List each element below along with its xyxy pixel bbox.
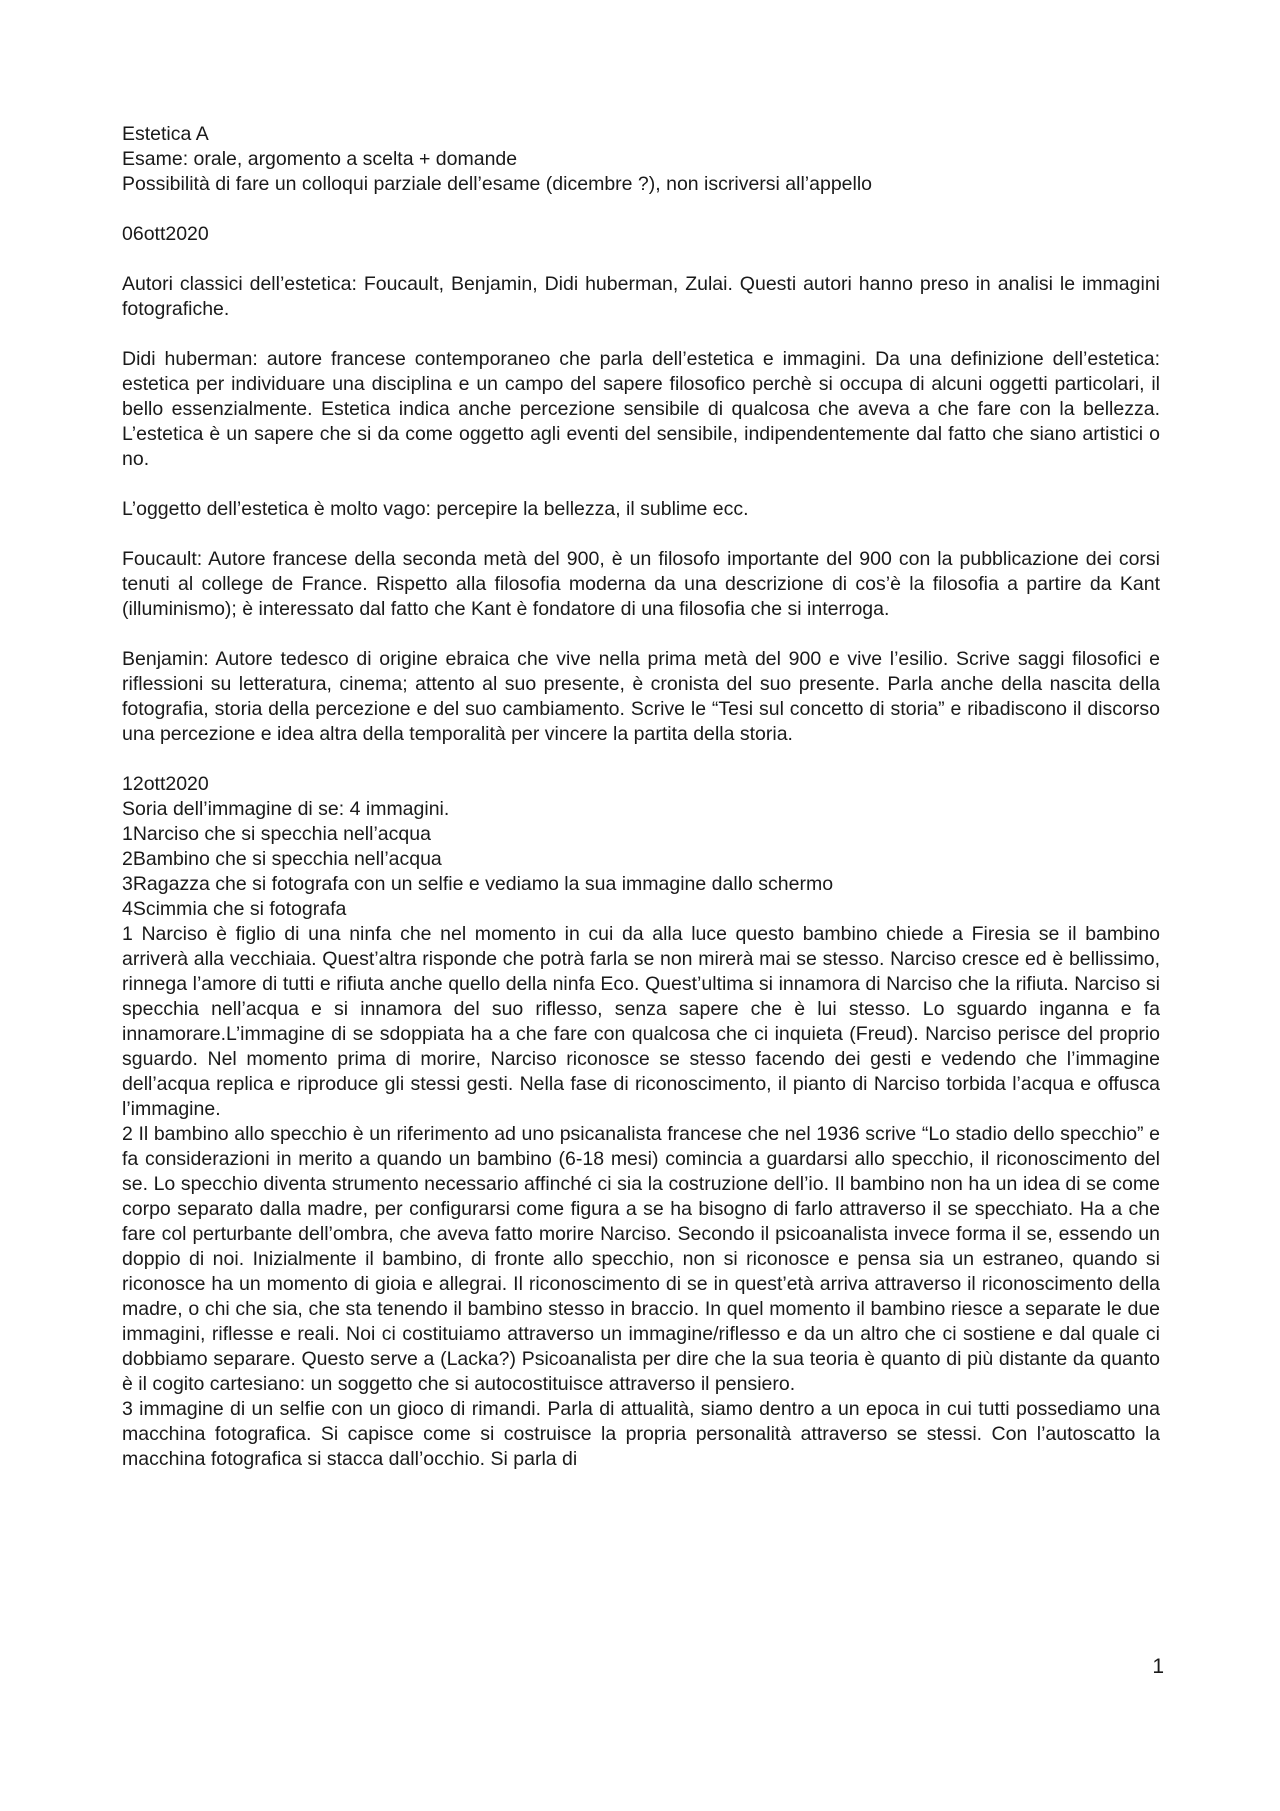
paragraph: 1 Narciso è figlio di una ninfa che nel momento in cui da alla luce questo bambino chiede a Firesia se il bambino arriverà alla vecchiaia. Quest’altra risponde che potrà farla se non mirerà mai se stesso. Narciso cresce ed è bellissimo, rinnega l’amore di tutti e rifiuta anche quello della ninfa Eco. Quest’ultima si innamora di Narciso che la rifiuta. Narciso si specchia nell’acqua e si innamora del suo riflesso, senza sapere che è lui stesso. Lo sguardo inganna e fa innamorare.L’immagine di se sdoppiata ha a che fare con qualcosa che ci inquieta (Freud). Narciso perisce del proprio sguardo. Nel momento prima di morire, Narciso riconosce se stesso facendo dei gesti e vedendo che l’immagine dell’acqua replica e riproduce gli stessi gesti. Nella fase di riconoscimento, il pianto di Narciso torbida l’acqua e offusca l’immagine. bbox=[122, 923, 1160, 1120]
page-number: 1 bbox=[1152, 1655, 1164, 1678]
paragraph: L’oggetto dell’estetica è molto vago: percepire la bellezza, il sublime ecc. bbox=[122, 498, 749, 520]
list-item: 1Narciso che si specchia nell’acqua bbox=[122, 823, 431, 845]
spacer bbox=[122, 472, 1160, 497]
paragraph: Foucault: Autore francese della seconda metà del 900, è un filosofo importante del 900 con la pubblicazione dei corsi tenuti al college de France. Rispetto alla filosofia moderna da una descrizione di cos’è la filosofia a partire da Kant (illuminismo); è interessato dal fatto che Kant è fondatore di una filosofia che si interroga. bbox=[122, 548, 1160, 620]
section-intro: Soria dell’immagine di se: 4 immagini. bbox=[122, 798, 450, 820]
spacer bbox=[122, 747, 1160, 772]
spacer bbox=[122, 247, 1160, 272]
exam-info: Esame: orale, argomento a scelta + domande bbox=[122, 148, 518, 170]
partial-exam-note: Possibilità di fare un colloqui parziale dell’esame (dicembre ?), non iscriversi all’appello bbox=[122, 173, 873, 195]
paragraph: 2 Il bambino allo specchio è un riferimento ad uno psicanalista francese che nel 1936 scrive “Lo stadio dello specchio” e fa considerazioni in merito a quando un bambino (6-18 mesi) comincia a guardarsi allo specchio, il riconoscimento del se. Lo specchio diventa strumento necessario affinché ci sia la costruzione dell’io. Il bambino non ha un idea di se come corpo separato dalla madre, per configurarsi come figura a se ha bisogno di farlo attraverso il se specchiato. Ha a che fare col perturbante dell’ombra, che aveva fatto morire Narciso. Secondo il psicoanalista invece forma il se, essendo un doppio di noi. Inizialmente il bambino, di fronte allo specchio, non si riconosce e pensa sia un estraneo, quando si riconosce ha un momento di gioia e allegrai. Il riconoscimento di se in quest’età arriva attraverso il riconoscimento della madre, o chi che sia, che sta tenendo il bambino stesso in braccio. In quel momento il bambino riesce a separate le due immagini, riflesse e reali. Noi ci costituiamo attraverso un immagine/riflesso e da un altro che ci sostiene e dal quale ci dobbiamo separare. Questo serve a (Lacka?) Psicoanalista per dire che la sua teoria è quanto di più distante da quanto è il cogito cartesiano: un soggetto che si autocostituisce attraverso il pensiero. bbox=[122, 1123, 1160, 1395]
paragraph: 3 immagine di un selfie con un gioco di rimandi. Parla di attualità, siamo dentro a un epoca in cui tutti possediamo una macchina fotografica. Si capisce come si costruisce la propria personalità attraverso se stessi. Con l’autoscatto la macchina fotografica si stacca dall’occhio. Si parla di bbox=[122, 1398, 1160, 1470]
list-item: 2Bambino che si specchia nell’acqua bbox=[122, 848, 442, 870]
section-date: 06ott2020 bbox=[122, 223, 209, 245]
spacer bbox=[122, 522, 1160, 547]
section-date: 12ott2020 bbox=[122, 773, 209, 795]
list-item: 3Ragazza che si fotografa con un selfie e vediamo la sua immagine dallo schermo bbox=[122, 873, 834, 895]
spacer bbox=[122, 322, 1160, 347]
paragraph: Autori classici dell’estetica: Foucault, Benjamin, Didi huberman, Zulai. Questi autori hanno preso in analisi le immagini fotografiche. bbox=[122, 273, 1160, 320]
spacer bbox=[122, 197, 1160, 222]
page-content bbox=[122, 122, 1160, 1472]
paragraph: Benjamin: Autore tedesco di origine ebraica che vive nella prima metà del 900 e vive l’esilio. Scrive saggi filosofici e riflessioni su letteratura, cinema; attento al suo presente, è cronista del suo presente. Parla anche della nascita della fotografia, storia della percezione e del suo cambiamento. Scrive le “Tesi sul concetto di storia” e ribadiscono il discorso una percezione e idea altra della temporalità per vincere la partita della storia. bbox=[122, 648, 1160, 745]
spacer bbox=[122, 622, 1160, 647]
list-item: 4Scimmia che si fotografa bbox=[122, 898, 347, 920]
paragraph: Didi huberman: autore francese contemporaneo che parla dell’estetica e immagini. Da una definizione dell’estetica: estetica per individuare una disciplina e un campo del sapere filosofico perchè si occupa di alcuni oggetti particolari, il bello essenzialmente. Estetica indica anche percezione sensibile di qualcosa che aveva a che fare con la bellezza. L’estetica è un sapere che si da come oggetto agli eventi del sensibile, indipendentemente dal fatto che siano artistici o no. bbox=[122, 348, 1160, 470]
course-title: Estetica A bbox=[122, 123, 209, 145]
